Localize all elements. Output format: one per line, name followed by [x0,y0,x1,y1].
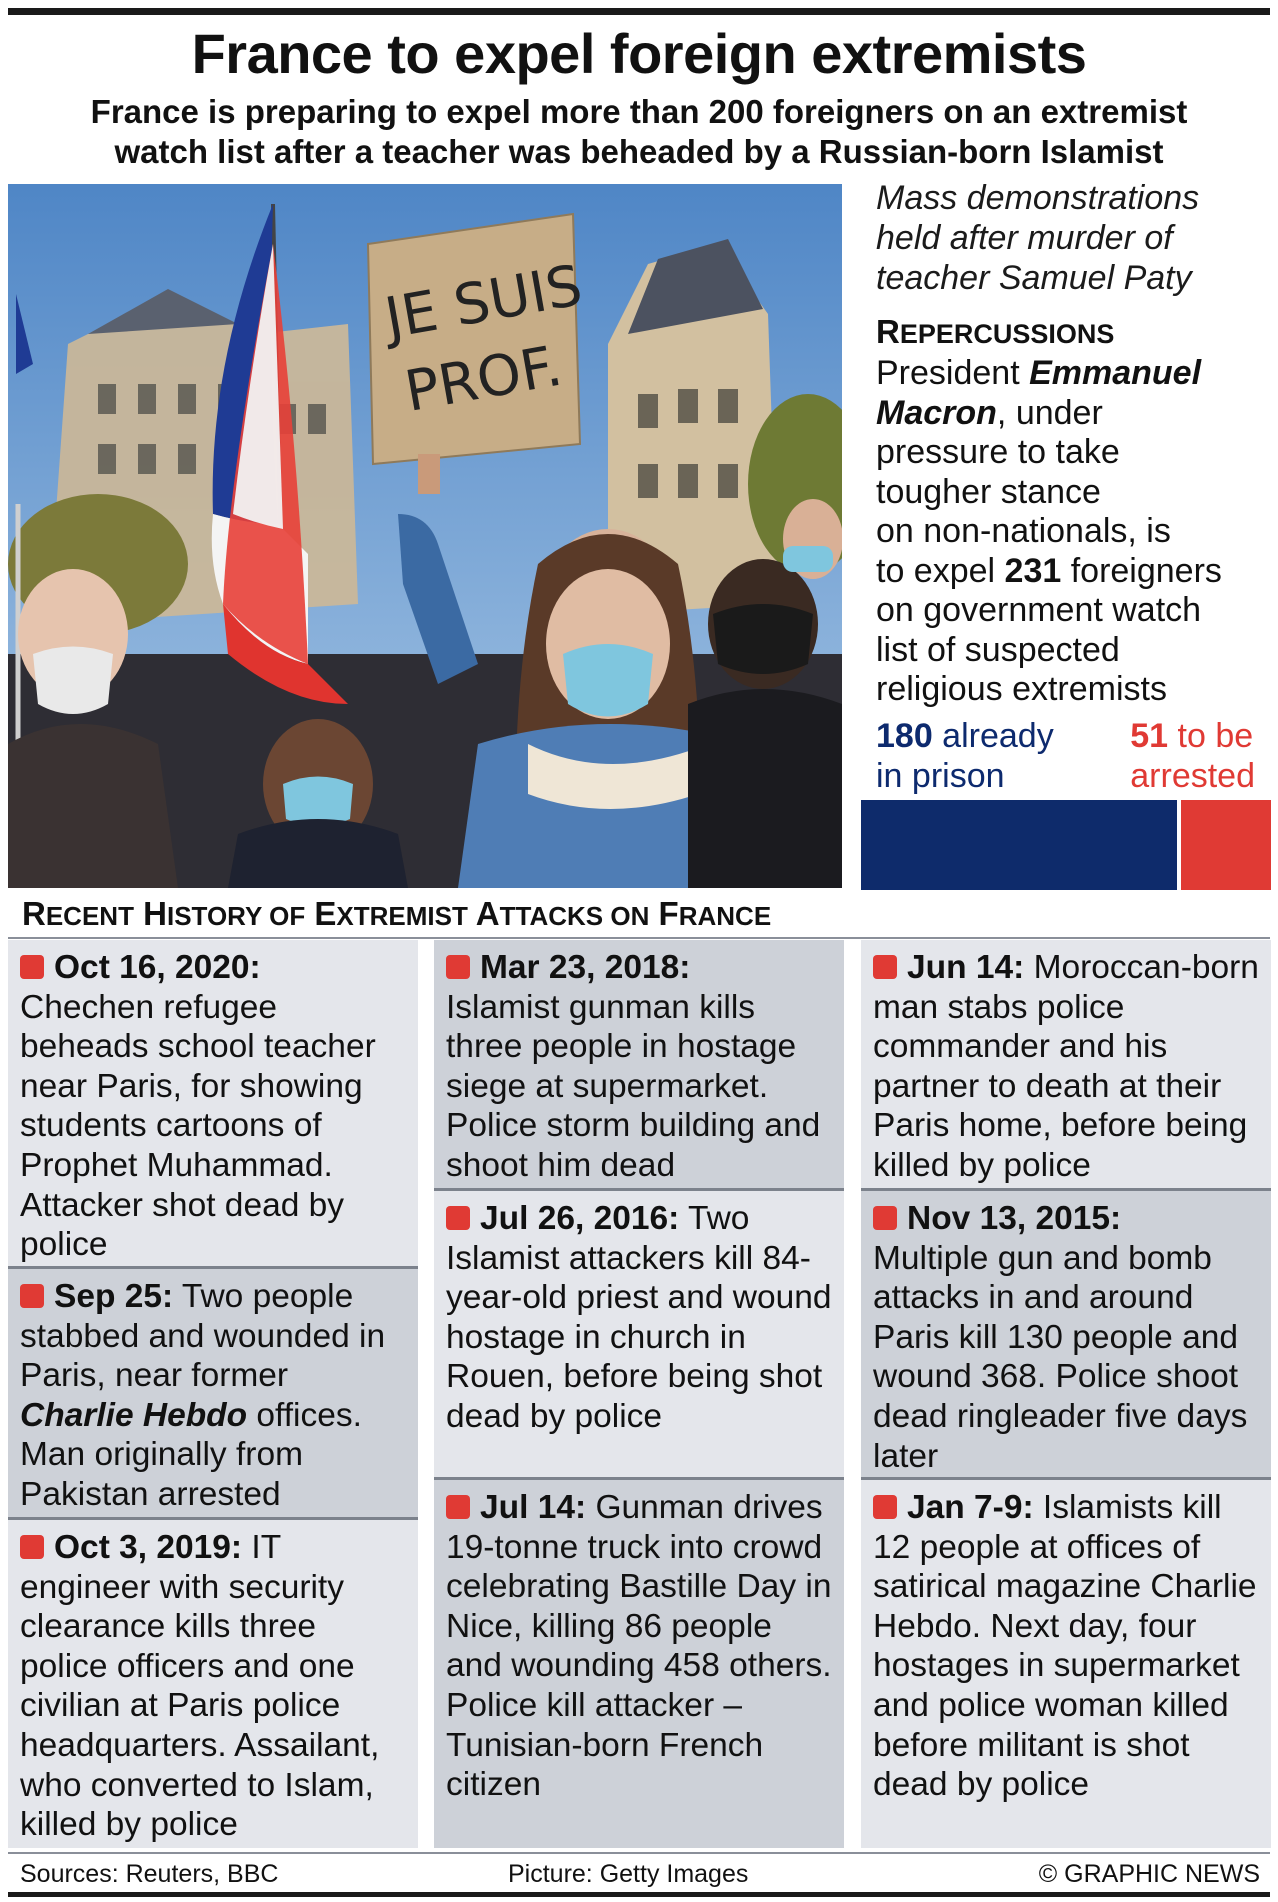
caption-line: Mass demonstrations [876,179,1200,217]
stat-to-be-arrested: 51 to be arrested [1130,717,1255,795]
page-subtitle [30,92,1248,172]
side-panel [876,178,1271,710]
bullet-marker-icon [873,955,897,979]
bullet-marker-icon [20,1284,44,1308]
event-card [8,1520,418,1848]
event-date: Jul 26, 2016: [480,1200,680,1237]
event-text: Chechen refugee beheads school teacher near Paris, for showing students cartoons of Prophet Muhammad. Attacker shot dead by police [20,988,376,1264]
sign-text-line-1: JE SUIS [380,253,587,352]
bullet-marker-icon [20,955,44,979]
repercussions-text: President Emmanuel Macron, under pressure to take tougher stance on non-nationals, is to expel 231 foreigners on government watch list of suspected religious extremists [876,354,1222,708]
bar-in-prison [861,800,1177,890]
photo-caption [876,178,1271,298]
event-card [861,1480,1271,1848]
event-date: Oct 3, 2019: [54,1529,243,1566]
footer-rule [8,1852,1270,1854]
bullet-marker-icon [873,1495,897,1519]
event-date: Jun 14: [907,949,1025,986]
name-macron: Macron [876,393,997,432]
bottom-rule [8,1892,1270,1897]
event-card [434,1480,844,1848]
event-date: Jan 7-9: [907,1489,1034,1526]
event-text: Two Islamist attackers kill 84-year-old priest and wound hostage in church in Rouen, before being shot dead by police [446,1200,832,1435]
name-emmanuel: Emmanuel [1029,354,1202,392]
bullet-marker-icon [446,955,470,979]
expulsion-stats [876,716,1271,800]
charlie-hebdo-em: Charlie Hebdo [20,1396,248,1434]
history-heading: RECENT HISTORY OF EXTREMIST ATTACKS ON FRANCE [22,895,772,932]
bullet-marker-icon [20,1535,44,1559]
event-text: Moroccan-born man stabs police commander and his partner to death at their Paris home, before being killed by police [873,949,1259,1184]
event-text: Islamist gunman kills three people in hostage siege at supermarket. Police storm building and shoot him dead [446,988,821,1184]
bar-to-be-arrested [1181,800,1271,890]
protest-photo [8,184,842,888]
repercussions-heading: REPERCUSSIONS [876,313,1115,350]
stat-in-prison: 180 already in prison [876,717,1054,795]
event-card [861,1191,1271,1477]
event-date: Nov 13, 2015: [907,1200,1122,1237]
event-card [8,940,418,1266]
sign-text-line-2: PROF. [400,333,567,425]
page-title: France to expel foreign extremists [191,22,1087,85]
event-date: Sep 25: [54,1278,174,1315]
event-card [434,1191,844,1477]
caption-line: teacher Samuel Paty [876,259,1192,297]
event-text: IT engineer with security clearance kills three police officers and one civilian at Paris police headquarters. Assailant, who converted to Islam, killed by police [20,1529,380,1844]
bullet-marker-icon [873,1206,897,1230]
bullet-marker-icon [446,1206,470,1230]
history-rule [8,937,1270,939]
event-text: Islamists kill 12 people at offices of satirical magazine Charlie Hebdo. Next day, four hostages in supermarket and police woman killed before militant is shot dead by police [873,1489,1257,1804]
event-date: Oct 16, 2020: [54,949,261,986]
footer-sources: Sources: Reuters, BBC [20,1860,279,1888]
bullet-marker-icon [446,1495,470,1519]
top-rule [8,8,1270,15]
subtitle-line-2: watch list after a teacher was beheaded by a Russian-born Islamist [114,133,1164,170]
subtitle-line-1: France is preparing to expel more than 200 foreigners on an extremist [90,93,1188,130]
event-date: Jul 14: [480,1489,587,1526]
event-text: Gunman drives 19-tonne truck into crowd celebrating Bastille Day in Nice, killing 86 people and wounding 458 others. Police kill attacker – Tunisian-born French citizen [446,1489,832,1804]
event-card: Sep 25: Two people stabbed and wounded in Paris, near former Charlie Hebdo offices. Man originally from Pakistan arrested [8,1269,418,1517]
expel-count: 231 [1004,551,1062,590]
event-text: Multiple gun and bomb attacks in and around Paris kill 130 people and wound 368. Police shoot dead ringleader five days later [873,1239,1248,1475]
protest-photo-illustration [8,184,842,888]
event-card [861,940,1271,1188]
footer-picture-credit: Picture: Getty Images [508,1860,749,1888]
caption-line: held after murder of [876,219,1173,257]
event-card [434,940,844,1188]
event-date: Mar 23, 2018: [480,949,691,986]
footer-copyright: © GRAPHIC NEWS [1038,1860,1260,1888]
